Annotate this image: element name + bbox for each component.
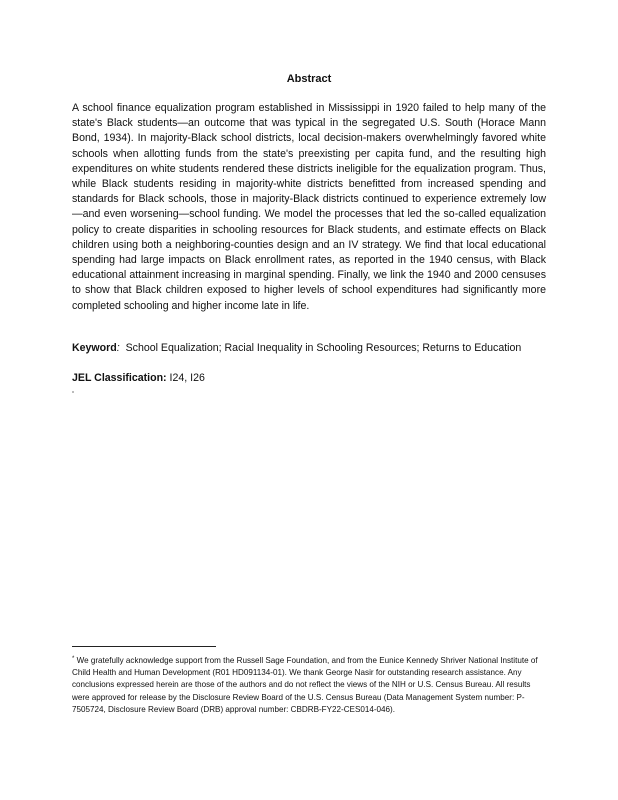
footnote-text: We gratefully acknowledge support from the Russell Sage Foundation, and from the Eunice Kennedy Shriver National Institute of Child Health and Human Development (R01 HD091134-01). We thank George Nasir for outstanding research assistance. Any conclusions expressed herein are those of the authors and do not reflect the views of the NIH or U.S. Census Bureau. All results were approved for release by the Disclosure Review Board of the U.S. Census Bureau (Data Management System number: P-7505724, Disclosure Review Board (DRB) approval number: CBDRB-FY22-CES014-046). — [72, 656, 538, 714]
footnote — [72, 653, 546, 716]
jel-line — [72, 371, 546, 386]
abstract-text: A school finance equalization program established in Mississippi in 1920 failed to help many of the state's Black students—an outcome that was typical in the segregated U.S. South (Horace Mann Bond, 1934). In majority-Black school districts, local decision-makers overwhelmingly favored white schools when allotting funds from the state's preexisting per capita fund, and the resulting high expenditures on white students rendered these districts ineligible for the equalization program. Thus, while Black students residing in majority-white districts benefitted from increased spending and standards for Black schools, those in majority-Black districts continued to experience extremely low—and even worsening—school funding. We model the processes that led the so-called equalization policy to create disparities in schooling resources for Black students, and estimate effects on Black children using both a neighboring-counties design and an IV strategy. We find that local educational spending had large impacts on Black enrollment rates, as reported in the 1940 census, with Black educational attainment increasing in marginal spending. Finally, we link the 1940 and 2000 censuses to show that Black children exposed to higher levels of school expenditures had significantly more completed schooling and higher income late in life. — [72, 102, 546, 312]
footnote-marker: * — [72, 656, 75, 662]
keywords-label: Keyword — [72, 342, 117, 354]
jel-value: I24, I26 — [169, 372, 205, 384]
footnote-separator — [72, 646, 216, 647]
jel-label: JEL Classification: — [72, 372, 167, 384]
keywords-line — [72, 341, 546, 356]
abstract-heading: Abstract — [286, 73, 332, 85]
keywords-colon: : — [116, 342, 120, 354]
keywords-value: School Equalization; Racial Inequality in Schooling Resources; Returns to Education — [125, 342, 522, 354]
stray-mark — [72, 391, 74, 393]
